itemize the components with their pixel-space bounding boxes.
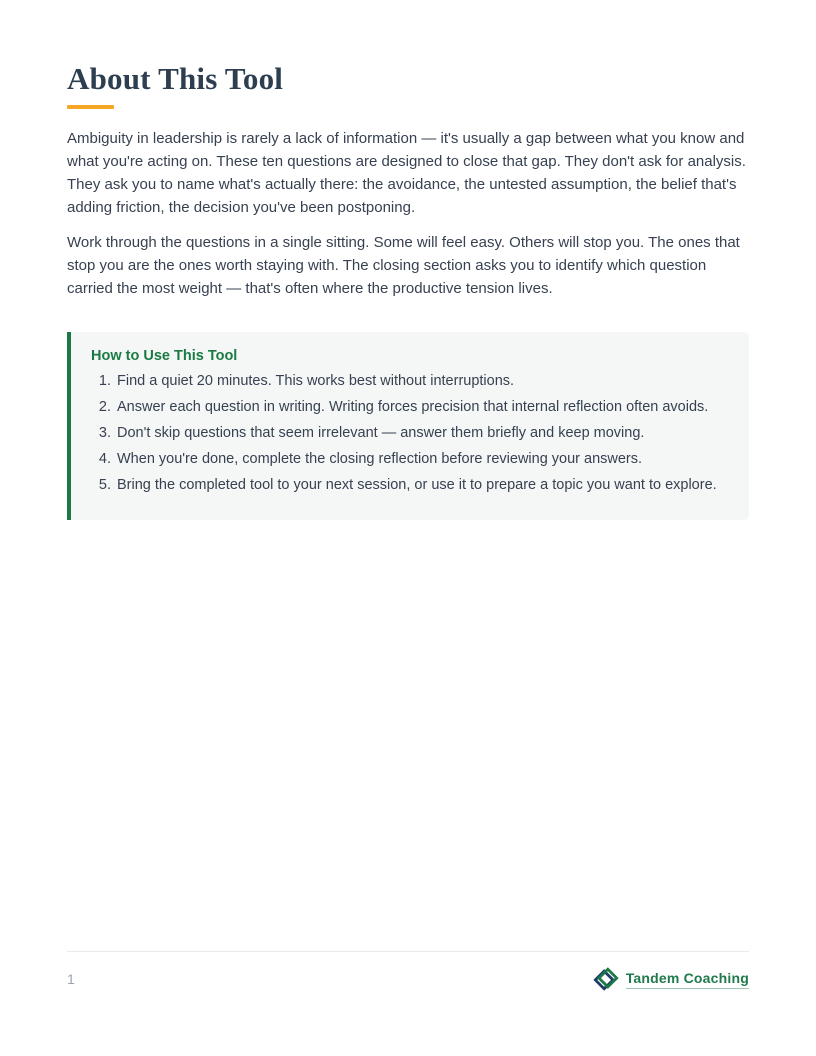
callout-step-4: 4. When you're done, complete the closing reflection before reviewing your answers. <box>115 450 725 468</box>
page-number: 1 <box>67 971 75 987</box>
intro-section <box>67 127 749 300</box>
callout-step-3: 3. Don't skip questions that seem irrelevant — answer them briefly and keep moving. <box>115 424 725 442</box>
callout-steps-list <box>91 372 725 494</box>
how-to-callout <box>67 332 749 520</box>
intro-paragraph-1: Ambiguity in leadership is rarely a lack of information — it's usually a gap between what you know and what you're acting on. These ten questions are designed to close that gap. They don't ask for analysis. They ask you to name what's actually there: the avoidance, the untested assumption, the belief that's adding friction, the decision you've been postponing. <box>67 130 746 217</box>
callout-step-2: 2. Answer each question in writing. Writing forces precision that internal reflection often avoids. <box>115 398 725 416</box>
page-title: About This Tool <box>67 61 284 96</box>
brand-name: Tandem Coaching <box>626 970 749 989</box>
intro-paragraph-2: Work through the questions in a single sitting. Some will feel easy. Others will stop you. The ones that stop you are the ones worth staying with. The closing section asks you to identify which question carried the most weight — that's often where the productive tension lives. <box>67 234 740 298</box>
nested-diamonds-icon <box>593 966 619 992</box>
callout-step-1: 1. Find a quiet 20 minutes. This works best without interruptions. <box>115 372 725 390</box>
page-content <box>0 0 816 520</box>
title-accent-bar <box>67 105 114 109</box>
callout-heading: How to Use This Tool <box>91 348 238 365</box>
brand-logo-link[interactable] <box>593 966 749 992</box>
page-footer <box>67 951 749 992</box>
callout-step-5: 5. Bring the completed tool to your next session, or use it to prepare a topic you want to explore. <box>115 476 725 494</box>
